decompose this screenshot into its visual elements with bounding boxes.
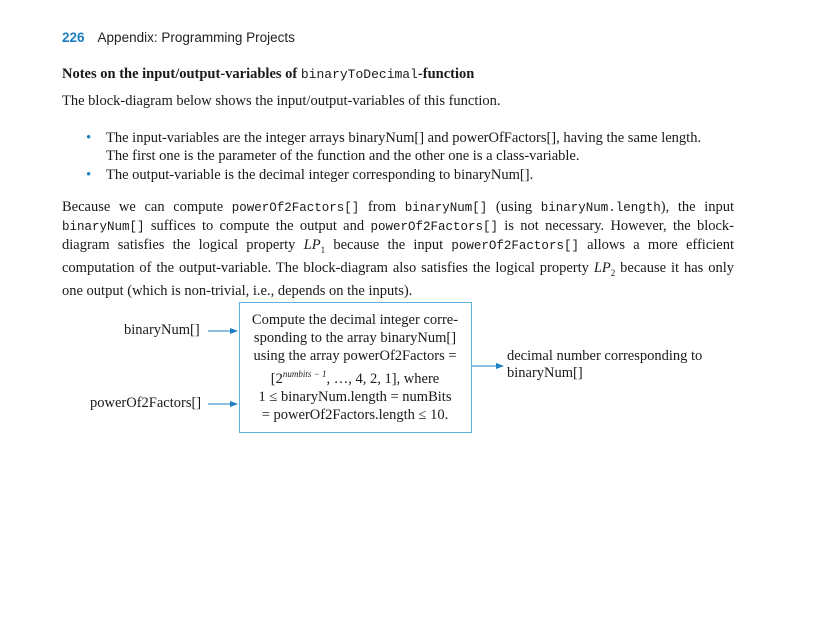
para-text: allows a more efficient computation of the output-variable. The block-diagram also satisfies the logical property [62,237,734,276]
para-code: powerOf2Factors[] [231,201,360,215]
section-title-prefix: Notes on the input/output-variables of [62,66,301,82]
para-text: (using [487,199,541,215]
output-line: decimal number corresponding to [507,348,703,364]
logical-property-lp1: $LP_1$ [303,237,326,255]
bullet-icon: • [86,130,92,146]
bullet-2-line-1: The output-variable is the decimal integer corresponding to binaryNum[]. [106,167,534,183]
bullet-1-line-2: The first one is the parameter of the function and the other one is a class-variable. [106,148,580,164]
process-box-text [240,311,470,424]
section-title-code: binaryToDecimal [300,67,418,82]
para-code: binaryNum[] [62,220,145,234]
output-label [507,348,747,382]
box-line: using the array powerOf2Factors = [253,348,457,364]
para-text: from [359,199,405,215]
input-label-powerof2factors: powerOf2Factors[] [90,395,202,411]
box-line: = powerOf2Factors.length ≤ 10. [261,406,449,423]
output-line: binaryNum[] [507,365,583,381]
para-text: because it has only one output (which is non-trivial, i.e., depends on the inputs). [62,259,734,299]
para-code: binaryNum.length [540,201,661,215]
para-code: powerOf2Factors[] [370,220,498,234]
page-number: 226 [62,30,85,45]
box-line: 1 ≤ binaryNum.length = numBits [258,388,452,405]
logical-property-lp2: $LP_2$ [593,259,616,278]
para-text: because the input [325,237,452,253]
box-line: sponding to the array binaryNum[] [253,330,457,346]
para-text: is not necessary. However, the block-diagram satisfies the logical property [62,218,735,253]
input-label-binarynum: binaryNum[] [124,322,200,338]
para-code: binaryNum[] [404,201,488,215]
bullet-1-line-1: The input-variables are the integer arrays binaryNum[] and powerOfFactors[], having the same length. [106,130,702,146]
section-title-suffix: -function [417,66,475,82]
intro-text: The block-diagram below shows the input/output-variables of this function. [62,93,501,109]
para-text: Because we can compute [62,199,232,215]
running-title: Appendix: Programming Projects [97,30,295,45]
bullet-icon: • [86,167,92,183]
box-line: Compute the decimal integer corre- [251,312,459,328]
para-code: powerOf2Factors[] [451,239,579,253]
box-line: [$2^{numbits - 1}$, …, 4, 2, 1], where [270,369,440,387]
para-text: suffices to compute the output and [144,218,371,234]
para-text: ), the input [660,199,735,215]
